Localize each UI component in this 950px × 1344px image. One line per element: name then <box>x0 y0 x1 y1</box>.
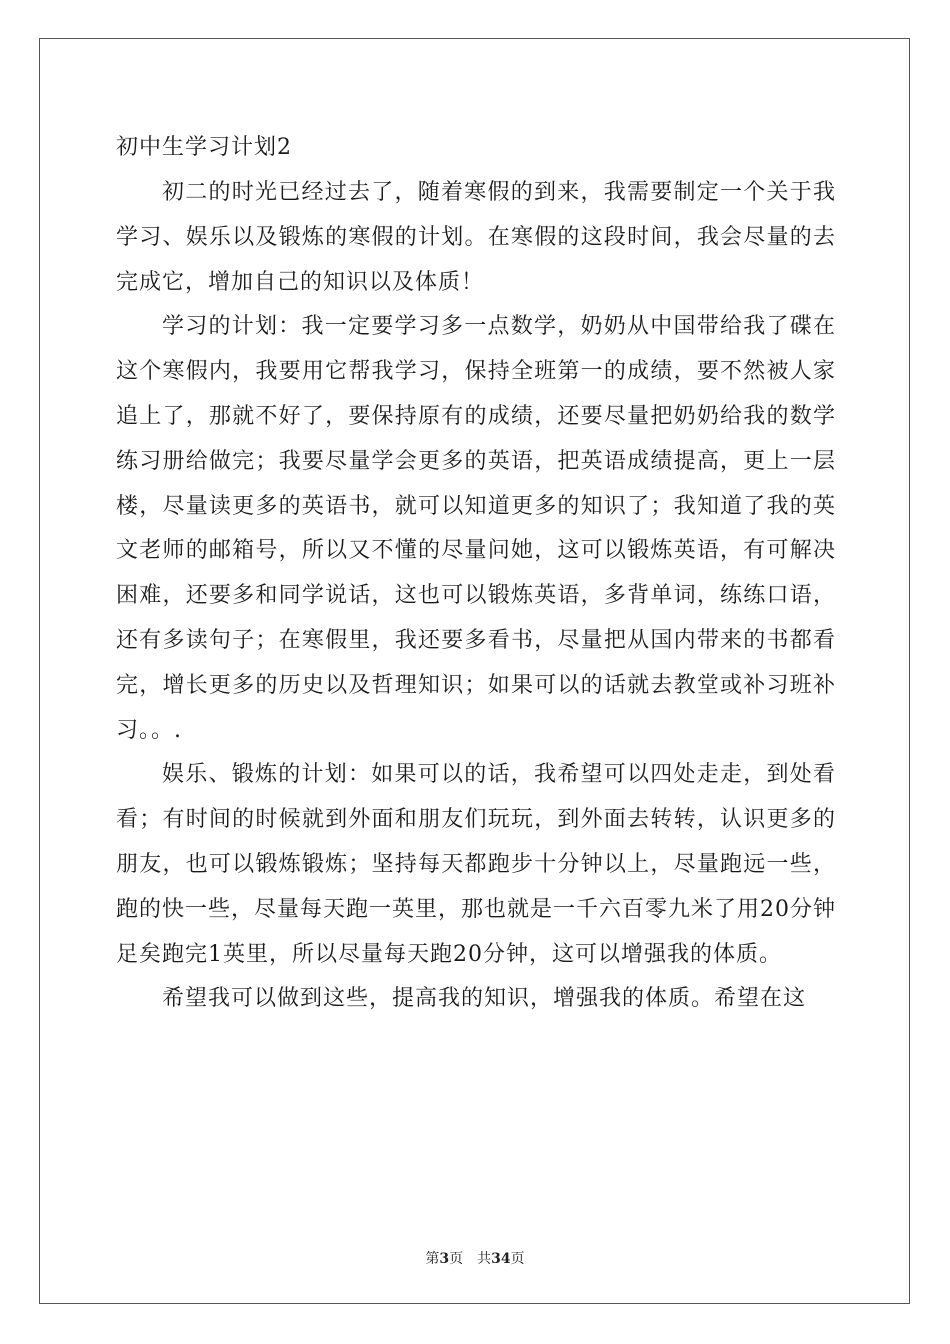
footer-mid: 页 共 <box>449 1251 492 1267</box>
document-title: 初中生学习计划2 <box>116 135 292 160</box>
paragraph-closing: 希望我可以做到这些，提高我的知识，增强我的体质。希望在这 <box>162 986 807 1012</box>
paragraph-intro: 初二的时光已经过去了，随着寒假的到来，我需要制定一个关于我学习、娱乐以及锻炼的寒假的计划。在寒假的这段时间，我会尽量的去完成它，增加自己的知识以及体质！ <box>116 180 836 295</box>
paragraph-study-plan: 学习的计划：我一定要学习多一点数学，奶奶从中国带给我了碟在这个寒假内，我要用它帮我学习，保持全班第一的成绩，要不然被人家追上了，那就不好了，要保持原有的成绩，还要尽量把奶奶给我的数学练习册给做完；我要尽量学会更多的英语，把英语成绩提高，更上一层楼，尽量读更多的英语书，就可以知道更多的知识了；我知道了我的英文老师的邮箱号，所以又不懂的尽量问她，这可以锻炼英语，有可解决困难，还要多和同学说话，这也可以锻炼英语，多背单词，练练口语，还有多读句子；在寒假里，我还要多看书，尽量把从国内带来的书都看完，增长更多的历史以及哲理知识；如果可以的话就去教堂或补习班补习。。. <box>116 314 836 743</box>
paragraph-leisure-plan: 娱乐、锻炼的计划：如果可以的话，我希望可以四处走走，到处看看；有时间的时候就到外面和朋友们玩玩，到外面去转转，认识更多的朋友，也可以锻炼锻炼；坚持每天都跑步十分钟以上，尽量跑远一些，跑的快一些，尽量每天跑一英里，那也就是一千六百零九米了用20分钟足矣跑完1英里，所以尽量每天跑20分钟，这可以增强我的体质。 <box>116 762 836 967</box>
footer-prefix: 第 <box>425 1251 440 1267</box>
document-body <box>116 171 836 1022</box>
footer-page-number: 3 <box>439 1251 450 1267</box>
page-footer <box>0 1248 950 1268</box>
footer-suffix: 页 <box>510 1251 525 1267</box>
footer-total-pages: 34 <box>491 1251 511 1267</box>
